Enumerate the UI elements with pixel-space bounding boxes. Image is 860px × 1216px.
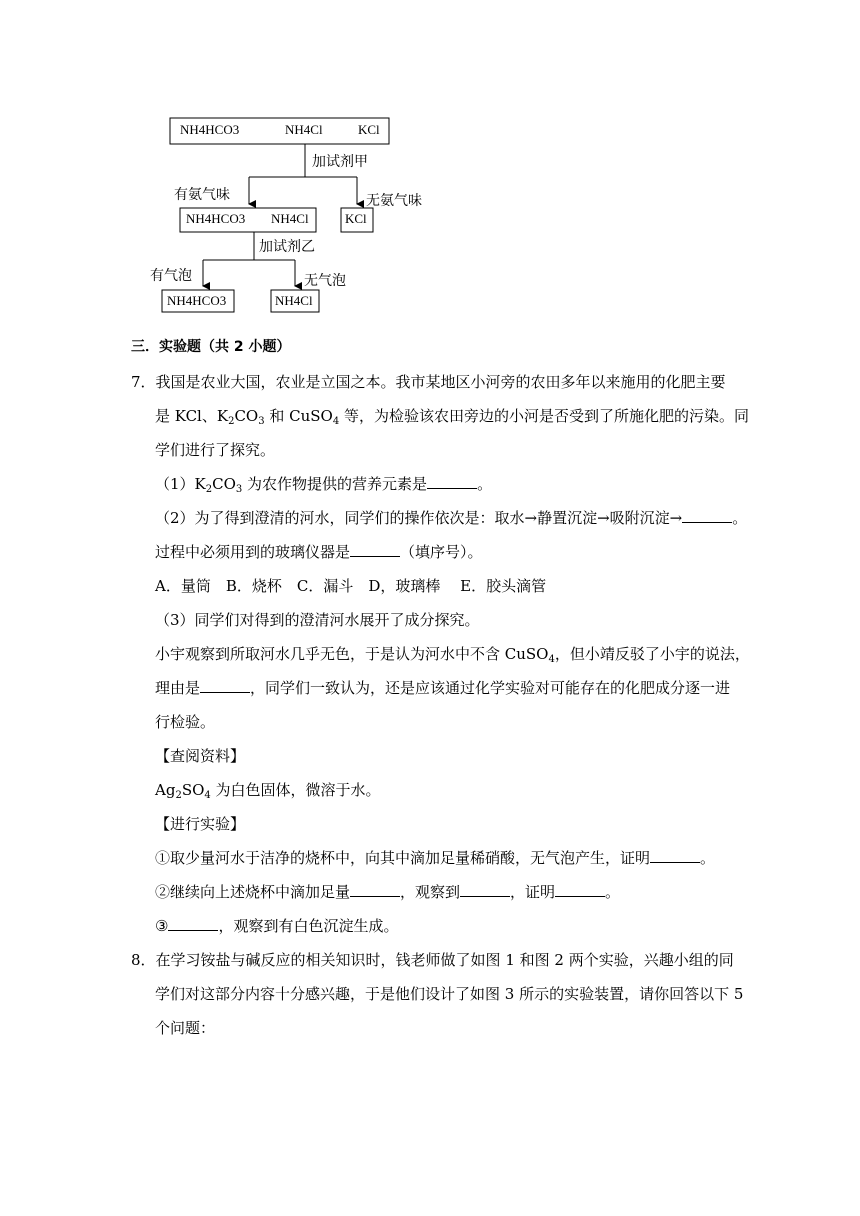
q7-para-line-3: 行检验。 bbox=[155, 713, 216, 731]
q7-text: ①取少量河水于洁净的烧杯中，向其中滴加足量稀硝酸，无气泡产生，证明 bbox=[155, 849, 651, 867]
q7-text: 理由是 bbox=[155, 679, 201, 697]
q7-text: 小宇观察到所取河水几乎无色，于是认为河水中不含 CuSO bbox=[155, 645, 549, 663]
q7-heading-experiment: 【进行实验】 bbox=[155, 815, 246, 833]
mid-box-item-2: NH4Cl bbox=[271, 211, 309, 226]
bubbles-yes-label: 有气泡 bbox=[150, 268, 192, 284]
q7-text: ③ bbox=[155, 917, 169, 935]
q7-text: ，观察到有白色沉淀生成。 bbox=[218, 917, 399, 935]
q7-text: ，但小靖反驳了小宇的说法， bbox=[554, 645, 750, 663]
q7-text: CO bbox=[212, 475, 236, 493]
answer-blank[interactable] bbox=[682, 508, 732, 523]
q7-text: SO bbox=[181, 781, 205, 799]
q7-line-1: 7．我国是农业大国，农业是立国之本。我市某地区小河旁的农田多年以来施用的化肥主要 bbox=[131, 373, 726, 391]
bubbles-no-label: 无气泡 bbox=[304, 273, 346, 289]
left-branch-label: 有氨气味 bbox=[174, 187, 230, 203]
answer-blank[interactable] bbox=[350, 882, 400, 897]
top-box-item-3: KCl bbox=[358, 122, 380, 137]
classification-diagram bbox=[0, 0, 860, 330]
q7-heading-reference: 【查阅资料】 bbox=[155, 747, 246, 765]
q8-line-2: 学们对这部分内容十分感兴趣，于是他们设计了如图 3 所示的实验装置，请你回答以下 5 bbox=[155, 985, 744, 1003]
reagent-b-label: 加试剂乙 bbox=[259, 239, 315, 255]
q7-text: 为农作物提供的营养元素是 bbox=[242, 475, 428, 493]
q7-line-3: 学们进行了探究。 bbox=[155, 441, 276, 459]
q7-text: （1）K bbox=[155, 475, 206, 493]
q7-text: 和 CuSO bbox=[264, 407, 333, 425]
right-box-item: KCl bbox=[345, 211, 367, 226]
q7-text: Ag bbox=[155, 781, 176, 799]
q7-step-2 bbox=[155, 882, 620, 902]
answer-blank[interactable] bbox=[460, 882, 510, 897]
q7-step-1 bbox=[155, 848, 715, 868]
bottom-right-box-item: NH4Cl bbox=[275, 293, 313, 308]
section-title: 三．实验题（共 2 小题） bbox=[131, 339, 291, 355]
q7-part-1: $(1)K_2CO_3$ 为农作物提供的营养元素是 。 bbox=[155, 475, 493, 495]
q7-text: 。 bbox=[477, 475, 493, 493]
q7-para-line-2 bbox=[155, 678, 730, 698]
q7-step-3 bbox=[155, 916, 398, 936]
q7-part-2 bbox=[155, 508, 747, 528]
q7-text: 是 KCl、K bbox=[155, 407, 229, 425]
q7-part-2-cont bbox=[155, 542, 483, 562]
q8-line-1: 8．在学习铵盐与碱反应的相关知识时，钱老师做了如图 1 和图 2 两个实验，兴趣小组的同 bbox=[131, 951, 734, 969]
q7-text: 为白色固体，微溶于水。 bbox=[210, 781, 381, 799]
q7-text: ②继续向上述烧杯中滴加足量 bbox=[155, 883, 351, 901]
q7-text: 过程中必须用到的玻璃仪器是 bbox=[155, 543, 351, 561]
q7-text: CO bbox=[234, 407, 259, 425]
answer-blank[interactable] bbox=[650, 848, 700, 863]
q7-text: 。 bbox=[700, 849, 716, 867]
q7-text: ，观察到 bbox=[400, 883, 461, 901]
reagent-a-label: 加试剂甲 bbox=[312, 154, 368, 170]
q7-text: ，同学们一致认为，还是应该通过化学实验对可能存在的化肥成分逐一进 bbox=[250, 679, 731, 697]
q7-text: 。 bbox=[732, 509, 748, 527]
q7-line-2: 是 KCl、$K_2CO_3$ 和 CuSO$_4$ 等，为检验该农田旁边的小河是否受到了所施化肥的污染。同 bbox=[155, 407, 749, 427]
answer-blank[interactable] bbox=[555, 882, 605, 897]
right-branch-label: 无氨气味 bbox=[366, 193, 422, 209]
q7-reference-text: $Ag_2SO_4$ 为白色固体，微溶于水。 bbox=[155, 781, 381, 801]
q7-text: 等，为检验该农田旁边的小河是否受到了所施化肥的污染。同 bbox=[339, 407, 749, 425]
q8-line-3: 个问题： bbox=[155, 1019, 216, 1037]
mid-box-item-1: NH4HCO3 bbox=[186, 211, 246, 226]
q7-para-line-1: 小宇观察到所取河水几乎无色，于是认为河水中不含 CuSO$_4$，但小靖反驳了小宇的说法， bbox=[155, 645, 750, 665]
q7-text: （填序号）。 bbox=[400, 543, 483, 561]
q7-text: ，证明 bbox=[510, 883, 556, 901]
answer-blank[interactable] bbox=[427, 474, 477, 489]
top-box-item-2: NH4Cl bbox=[285, 122, 323, 137]
answer-blank[interactable] bbox=[350, 542, 400, 557]
top-box-item-1: NH4HCO3 bbox=[180, 122, 240, 137]
q7-options: A．量筒 B．烧杯 C．漏斗 D，玻璃棒 E．胶头滴管 bbox=[155, 577, 547, 595]
answer-blank[interactable] bbox=[168, 916, 218, 931]
bottom-left-box-item: NH4HCO3 bbox=[167, 293, 227, 308]
diagram-lines bbox=[0, 0, 860, 330]
answer-blank[interactable] bbox=[200, 678, 250, 693]
q7-text: 。 bbox=[605, 883, 621, 901]
q7-text: （2）为了得到澄清的河水，同学们的操作依次是：取水→静置沉淀→吸附沉淀→ bbox=[155, 509, 683, 527]
q7-part-3: （3）同学们对得到的澄清河水展开了成分探究。 bbox=[155, 611, 480, 629]
